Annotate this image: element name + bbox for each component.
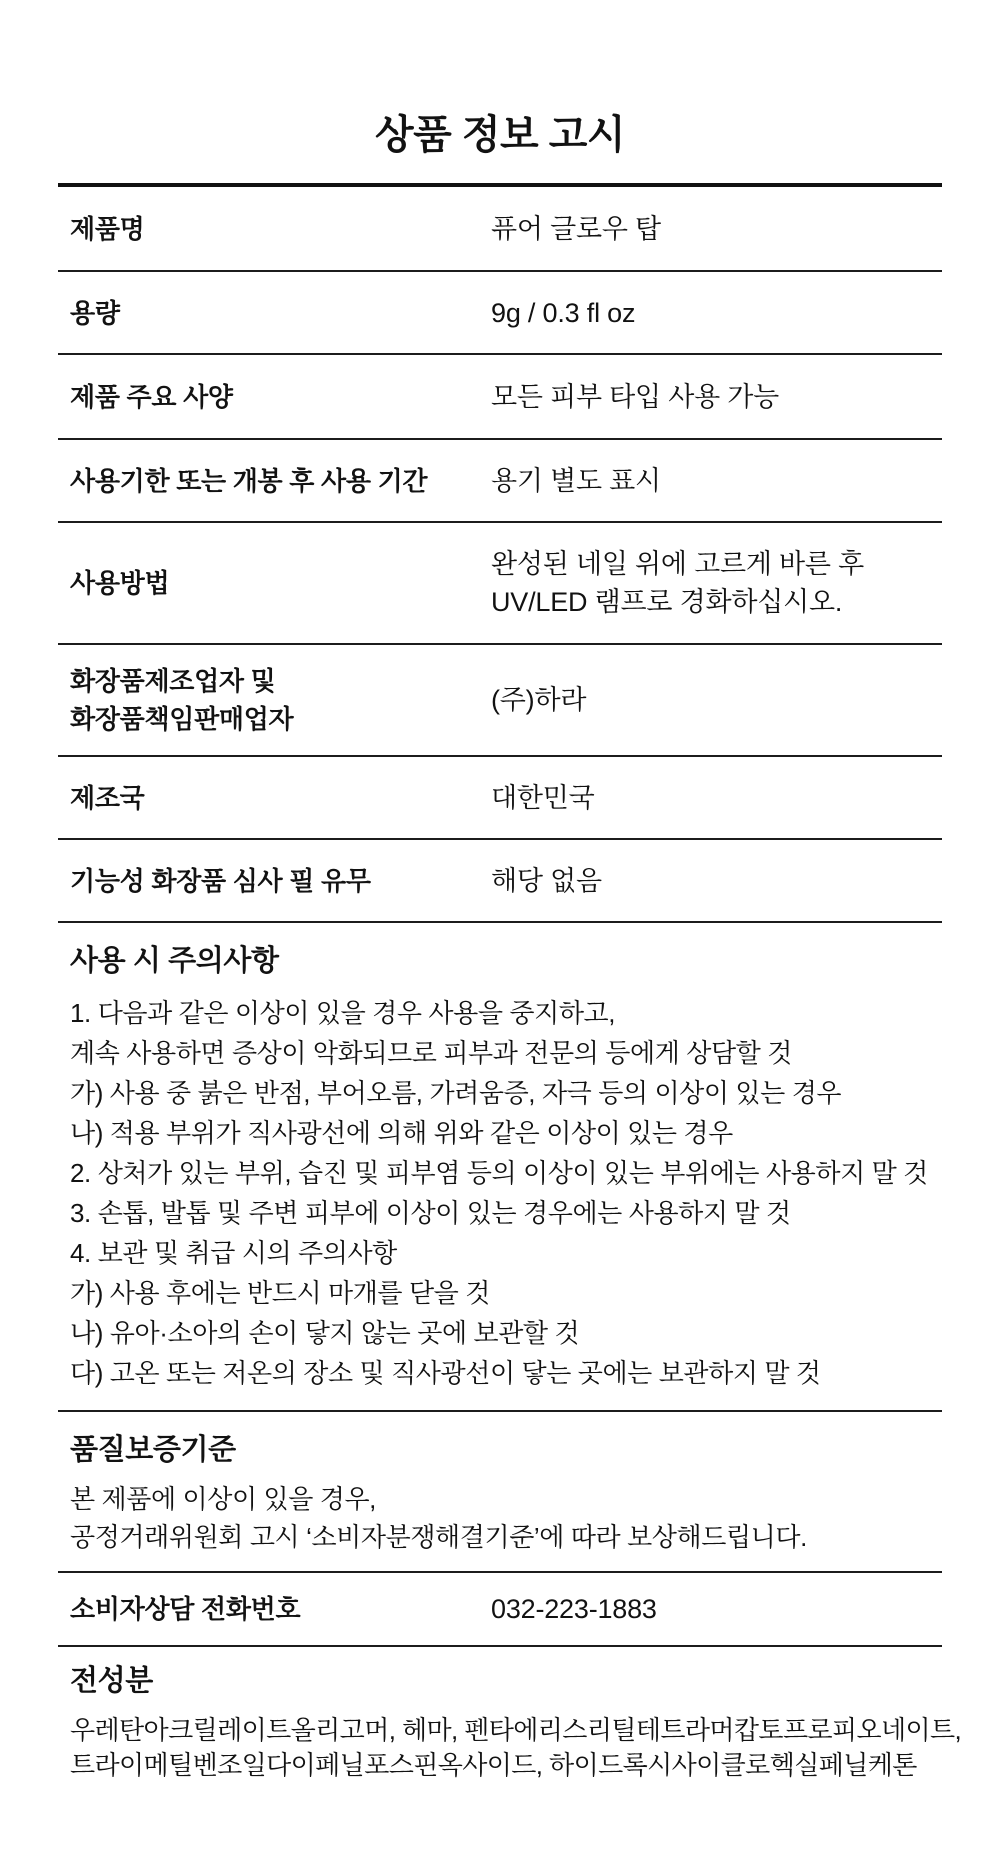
- table-row-expiry: [58, 440, 942, 523]
- product-info-notice: [58, 0, 962, 1783]
- row-label: [70, 862, 491, 900]
- table-row-usage: [58, 523, 942, 645]
- row-label-text: 제품명: [70, 213, 145, 244]
- row-value-text: 모든 피부 타입 사용 가능: [491, 381, 780, 412]
- caution-line: 다) 고온 또는 저온의 장소 및 직사광선이 닿는 곳에는 보관하지 말 것: [70, 1358, 821, 1388]
- row-value: [491, 294, 930, 332]
- info-table: [58, 187, 942, 923]
- caution-line: 가) 사용 중 붉은 반점, 부어오름, 가려움증, 자극 등의 이상이 있는 경우: [70, 1078, 842, 1108]
- row-value-text: 대한민국: [491, 782, 595, 813]
- table-row-specs: [58, 355, 942, 440]
- row-value: [491, 862, 930, 900]
- table-row-contact-phone: [58, 1573, 942, 1647]
- row-value-text: UV/LED 램프로 경화하십시오.: [491, 587, 843, 617]
- row-value: [491, 378, 930, 416]
- row-value: [491, 681, 930, 719]
- row-label: [70, 462, 491, 500]
- row-label: [70, 1590, 491, 1628]
- row-value: [491, 462, 930, 500]
- ingredient-line: 우레탄아크릴레이트올리고머, 헤마, 펜타에리스리틸테트라머캅토프로피오네이트,: [70, 1715, 962, 1745]
- ingredients-heading: 전성분: [70, 1665, 153, 1697]
- row-label-text: 제품 주요 사양: [70, 381, 233, 412]
- caution-list: [70, 993, 930, 1393]
- row-label-text: 기능성 화장품 심사 필 유무: [70, 865, 371, 896]
- caution-heading: 사용 시 주의사항: [70, 945, 279, 977]
- warranty-heading: 품질보증기준: [70, 1434, 236, 1466]
- row-value-text: 퓨어 글로우 탑: [491, 213, 661, 244]
- warranty-line: 공정거래위원회 고시 ‘소비자분쟁해결기준’에 따라 보상해드립니다.: [70, 1522, 807, 1552]
- caution-line: 나) 적용 부위가 직사광선에 의해 위와 같은 이상이 있는 경우: [70, 1118, 733, 1148]
- caution-line: 2. 상처가 있는 부위, 습진 및 피부염 등의 이상이 있는 부위에는 사용하지 말 것: [70, 1158, 928, 1188]
- row-value-text: 9g / 0.3 fl oz: [491, 297, 636, 328]
- table-row-manufacturer: [58, 645, 942, 757]
- section-warranty: [58, 1412, 942, 1573]
- caution-line: 나) 유아·소아의 손이 닿지 않는 곳에 보관할 것: [70, 1318, 580, 1348]
- caution-line: 3. 손톱, 발톱 및 주변 피부에 이상이 있는 경우에는 사용하지 말 것: [70, 1198, 791, 1228]
- caution-line: 4. 보관 및 취급 시의 주의사항: [70, 1238, 397, 1268]
- row-label-text: 용량: [70, 297, 120, 328]
- row-label: [70, 378, 491, 416]
- row-value: [491, 1590, 930, 1628]
- table-row-volume: [58, 272, 942, 355]
- row-label-text: 소비자상담 전화번호: [70, 1594, 301, 1624]
- row-value-text: (주)하라: [491, 685, 587, 715]
- row-label: [70, 294, 491, 332]
- row-value-text: 해당 없음: [491, 865, 602, 896]
- warranty-lines: [70, 1480, 930, 1556]
- row-label-text: 화장품제조업자 및: [70, 666, 276, 696]
- row-label: [70, 210, 491, 248]
- page-title: 상품 정보 고시: [374, 113, 626, 157]
- row-value: [491, 545, 930, 621]
- ingredient-lines: [70, 1713, 962, 1783]
- row-label: [70, 779, 491, 817]
- warranty-line: 본 제품에 이상이 있을 경우,: [70, 1484, 376, 1514]
- caution-line: 가) 사용 후에는 반드시 마개를 닫을 것: [70, 1278, 490, 1308]
- section-caution: [58, 923, 942, 1412]
- table-row-functional-review: [58, 840, 942, 923]
- row-label-text: 화장품책임판매업자: [70, 704, 294, 734]
- row-value: [491, 779, 930, 817]
- row-label-text: 제조국: [70, 782, 145, 813]
- section-ingredients: [58, 1647, 962, 1783]
- row-value-text: 완성된 네일 위에 고르게 바른 후: [491, 549, 864, 579]
- caution-line: 1. 다음과 같은 이상이 있을 경우 사용을 중지하고,: [70, 998, 616, 1028]
- contact-phone-number: 032-223-1883: [491, 1594, 657, 1624]
- table-row-product-name: [58, 187, 942, 272]
- caution-line: 계속 사용하면 증상이 악화되므로 피부과 전문의 등에게 상담할 것: [70, 1038, 792, 1068]
- table-row-country: [58, 757, 942, 840]
- row-value: [491, 210, 930, 248]
- row-value-text: 용기 별도 표시: [491, 465, 661, 496]
- row-label-text: 사용기한 또는 개봉 후 사용 기간: [70, 465, 428, 496]
- ingredient-line: 트라이메틸벤조일다이페닐포스핀옥사이드, 하이드록시사이클로헥실페닐케톤: [70, 1750, 917, 1780]
- row-label-text: 사용방법: [70, 568, 170, 598]
- row-label: [70, 564, 491, 602]
- row-label: [70, 662, 491, 738]
